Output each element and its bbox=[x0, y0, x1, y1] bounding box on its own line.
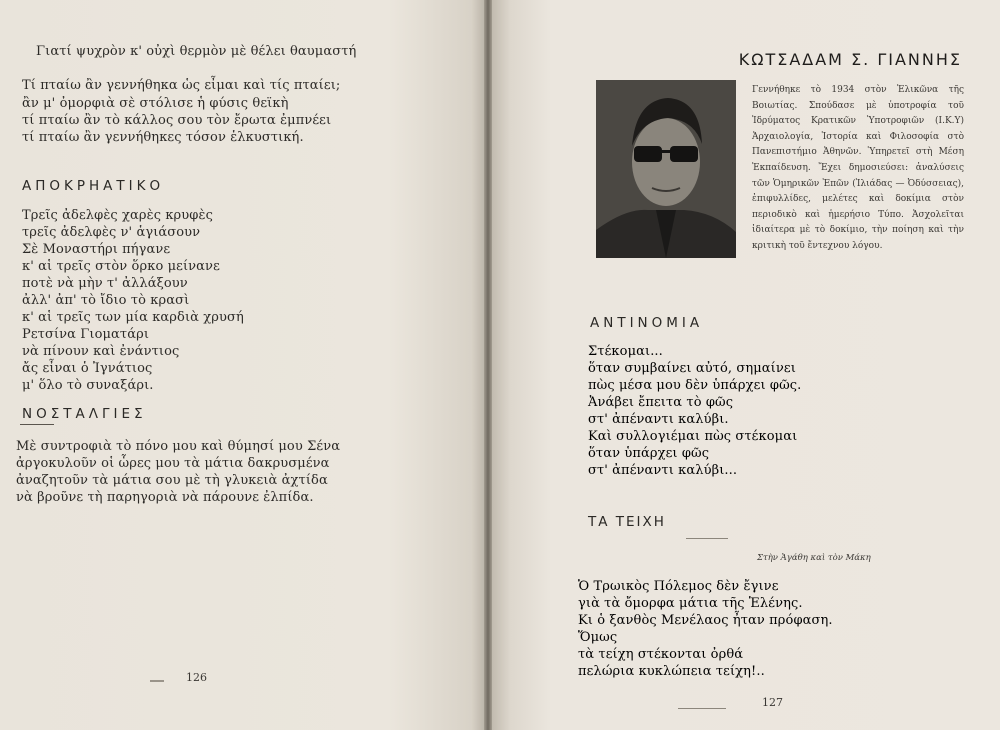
poem-line: Καὶ συλλογιέμαι πὼς στέκομαι bbox=[588, 429, 798, 444]
pencil-dash bbox=[678, 708, 726, 709]
poem-line: νὰ πίνουν καὶ ἐνάντιος bbox=[22, 344, 180, 359]
poem-title-ta-teixi: ΤΑ ΤΕΙΧΗ bbox=[588, 514, 666, 530]
poem-line: τί πταίω ἂν γεννήθηκες τόσον ἑλκυστική. bbox=[22, 130, 304, 145]
poem-line: Μὲ συντροφιὰ τὸ πόνο μου καὶ θύμησί μου Σένα bbox=[16, 439, 341, 454]
poem-line: Τί πταίω ἂν γεννήθηκα ὡς εἶμαι καὶ τίς πταίει; bbox=[22, 78, 341, 93]
poem-title-apokreatiko: ΑΠΟΚΡΗΑΤΙΚΟ bbox=[22, 178, 165, 194]
pencil-dash bbox=[686, 538, 728, 539]
poem-line: Ἀνάβει ἔπειτα τὸ φῶς bbox=[588, 395, 734, 410]
poem-line: ὅταν ὑπάρχει φῶς bbox=[588, 446, 710, 461]
poem-line: Κι ὁ ξανθὸς Μενέλαος ἦταν πρόφαση. bbox=[578, 613, 833, 628]
pencil-mark bbox=[150, 680, 164, 682]
author-photo bbox=[596, 80, 736, 258]
poem-line: ἀλλ' ἀπ' τὸ ἴδιο τὸ κρασὶ bbox=[22, 293, 190, 308]
poem-line: νὰ βροῦνε τὴ παρηγοριὰ νὰ πάρουνε ἐλπίδα. bbox=[16, 490, 314, 505]
poem-line: ἄς εἶναι ὁ Ἰγνάτιος bbox=[22, 361, 153, 376]
poem-line: ἂν μ' ὀμορφιὰ σὲ στόλισε ἡ φύσις θεϊκὴ bbox=[22, 96, 289, 111]
poem-line: πελώρια κυκλώπεια τείχη!.. bbox=[578, 664, 765, 679]
poem-line: Ρετσίνα Γιοματάρι bbox=[22, 327, 150, 342]
top-line: Γιατί ψυχρὸν κ' οὐχὶ θερμὸν μὲ θέλει θαυμαστή bbox=[36, 44, 357, 59]
poem-line: μ' ὅλο τὸ συναξάρι. bbox=[22, 378, 154, 393]
poem-title-antinomia: ΑΝΤΙΝΟΜΙΑ bbox=[590, 315, 704, 331]
poem-line: στ' ἀπέναντι καλύβι. bbox=[588, 412, 729, 427]
poem-line: ἀργοκυλοῦν οἱ ὧρες μου τὰ μάτια δακρυσμένα bbox=[16, 456, 330, 471]
poem-line: τρεῖς ἀδελφὲς ν' ἁγιάσουν bbox=[22, 225, 201, 240]
author-bio: Γεννήθηκε τὸ 1934 στὸν Ἑλικῶνα τῆς Βοιωτίας. Σπούδασε μὲ ὑποτροφία τοῦ Ἱδρύματος Κρατικῶν Ὑποτροφιῶν (Ι.Κ.Υ) Ἀρχαιολογία, Ἱστορία καὶ Φιλοσοφία στὸ Πανεπιστήμιο Ἀθηνῶν. Ὑπηρετεῖ στὴ Μέση Ἐκπαίδευση. Ἔχει δημοσιεύσει: ἀναλύσεις τῶν Ὁμηρικῶν Ἐπῶν (Ἰλιάδας — Ὀδύσσειας), ἐπιφυλλίδες, μελέτες καὶ δοκίμια στὸν περιοδικὸ καὶ ἡμερήσιο Τύπο. Ἀσχολεῖται ἰδιαίτερα μὲ τὸ δοκίμιο, τὴν ποίηση καὶ τὴν κριτικὴ τοῦ ἔντεχνου λόγου. bbox=[752, 85, 964, 251]
poem-line: ὅταν συμβαίνει αὐτό, σημαίνει bbox=[588, 361, 796, 376]
poem-line: στ' ἀπέναντι καλύβι... bbox=[588, 463, 738, 478]
book-gutter bbox=[484, 0, 492, 730]
poem-line: γιὰ τὰ ὄμορφα μάτια τῆς Ἑλένης. bbox=[578, 596, 803, 611]
poem-line: κ' αἱ τρεῖς των μία καρδιὰ χρυσή bbox=[22, 310, 244, 325]
poem-line: Ὁ Τρωικὸς Πόλεμος δὲν ἔγινε bbox=[578, 579, 779, 594]
poem-dedication: Στὴν Ἀγάθη καὶ τὸν Μάκη bbox=[757, 553, 871, 563]
poem-line: Στέκομαι... bbox=[588, 344, 663, 359]
poem-line: πὼς μέσα μου δὲν ὑπάρχει φῶς. bbox=[588, 378, 802, 393]
poem-line: ποτὲ νὰ μὴν τ' ἀλλάξουν bbox=[22, 276, 188, 291]
page-number: 127 bbox=[762, 696, 783, 709]
poem-title-nostalgies: ΝΟΣΤΑΛΓΙΕΣ bbox=[22, 406, 147, 422]
author-name: ΚΩΤΣΑΔΑΜ Σ. ΓΙΑΝΝΗΣ bbox=[738, 50, 962, 69]
poem-line: κ' αἱ τρεῖς στὸν ὅρκο μείνανε bbox=[22, 259, 220, 274]
ink-underline bbox=[20, 424, 54, 425]
poem-line: Ὅμως bbox=[578, 630, 618, 645]
poem-line: Σὲ Μοναστήρι πήγανε bbox=[22, 242, 171, 257]
poem-line: ἀναζητοῦν τὰ μάτια σου μὲ τὴ γλυκειὰ ἀχτίδα bbox=[16, 473, 328, 488]
poem-line: τὰ τείχη στέκονται ὀρθά bbox=[578, 647, 744, 662]
page-number: 126 bbox=[186, 671, 207, 684]
portrait-image bbox=[596, 80, 736, 258]
left-page bbox=[0, 0, 486, 730]
poem-line: Τρεῖς ἀδελφὲς χαρὲς κρυφὲς bbox=[22, 208, 213, 223]
poem-line: τί πταίω ἂν τὸ κάλλος σου τὸν ἔρωτα ἐμπνέει bbox=[22, 113, 332, 128]
